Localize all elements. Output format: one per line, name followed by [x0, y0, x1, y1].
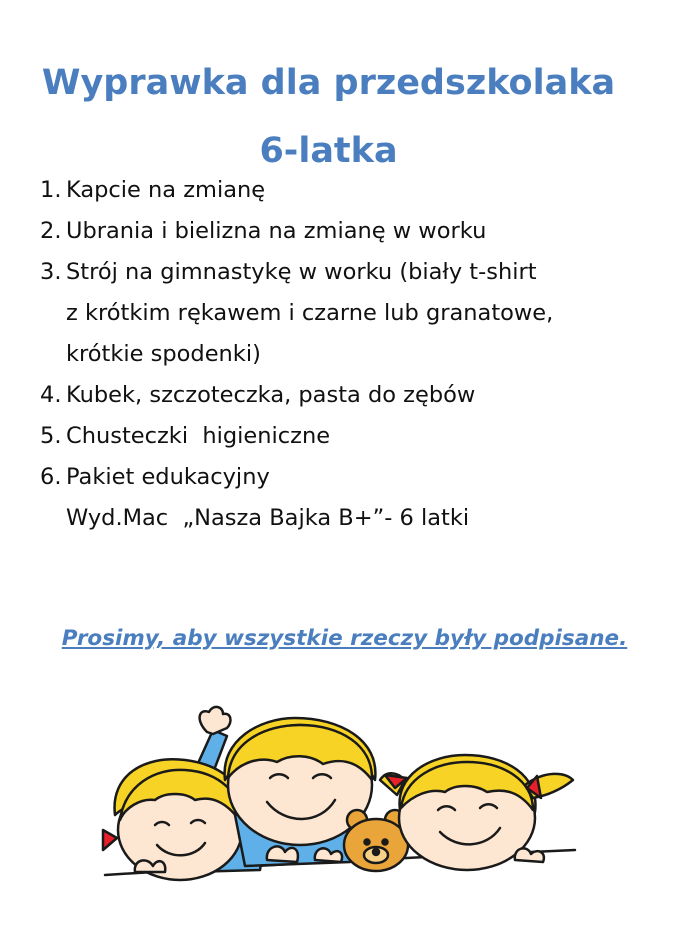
list-item-number: 6. [40, 464, 62, 490]
supply-list [40, 170, 640, 539]
list-item-text: Kapcie na zmianę [66, 177, 266, 203]
list-item-text-continued: Wyd.Mac „Nasza Bajka B+”- 6 latki [66, 505, 470, 531]
page-title-line-2: 6-latka [259, 131, 398, 172]
children-illustration-icon [95, 700, 595, 905]
list-item-text-continued: krótkie spodenki) [66, 341, 261, 367]
page-title-line-1: Wyprawka dla przedszkolaka [41, 63, 616, 104]
list-item-number: 5. [40, 423, 62, 449]
list-item-4 [40, 375, 640, 416]
list-item-text: Ubrania i bielizna na zmianę w worku [66, 218, 487, 244]
signature-notice: Prosimy, aby wszystkie rzeczy były podpisane. [61, 625, 628, 651]
list-item-text: Chusteczki higieniczne [66, 423, 331, 449]
list-item-6 [40, 457, 640, 539]
list-item-number: 3. [40, 259, 62, 285]
list-item-5 [40, 416, 640, 457]
list-item-text: Pakiet edukacyjny [66, 464, 270, 490]
list-item-3 [40, 252, 640, 375]
list-item-number: 2. [40, 218, 62, 244]
list-item-1 [40, 170, 640, 211]
list-item-text: Kubek, szczoteczka, pasta do zębów [66, 382, 476, 408]
list-item-text-continued: z krótkim rękawem i czarne lub granatowe, [66, 300, 554, 326]
list-item-2 [40, 211, 640, 252]
list-item-number: 4. [40, 382, 62, 408]
list-item-text: Strój na gimnastykę w worku (biały t-shirt [66, 259, 537, 285]
list-item-number: 1. [40, 177, 62, 203]
